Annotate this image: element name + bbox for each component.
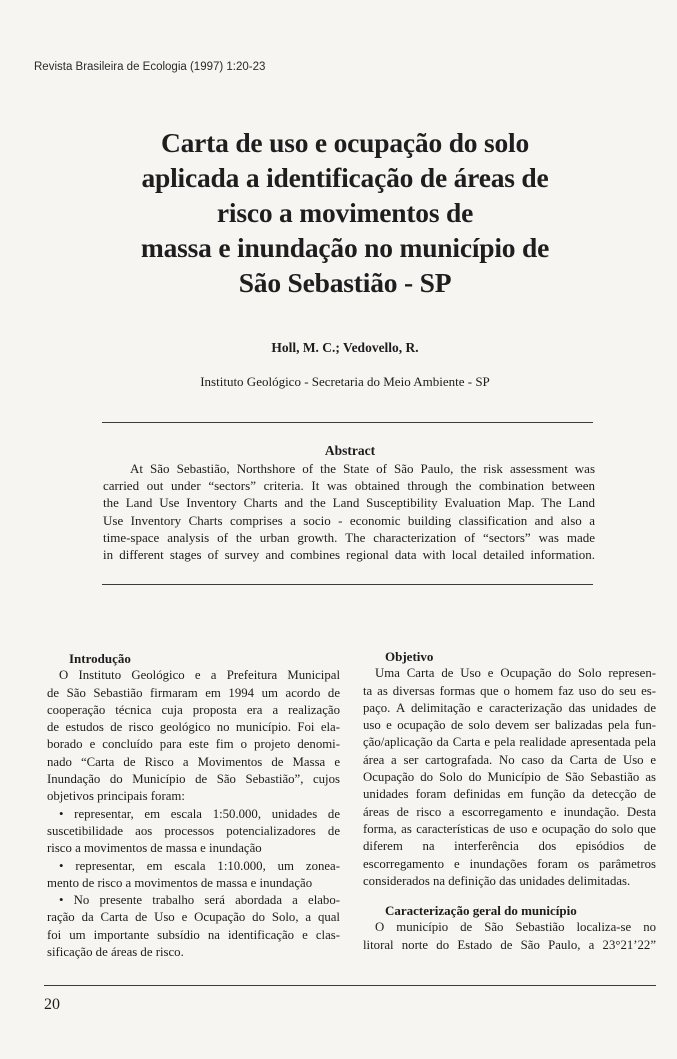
section-heading-caracterizacao: Caracterização geral do município [385,903,577,919]
article-title [80,125,610,300]
title-line: aplicada a identificação de áreas de [141,162,549,193]
paragraph-line: Ocupação do Solo do Município de São Sebastião as [363,770,656,785]
section-heading-introducao: Introdução [69,651,131,666]
abstract-line: in different stages of survey and combines regional data with local detailed information. [103,547,595,563]
paragraph-line: O Instituto Geológico e a Prefeitura Municipal [59,668,340,683]
paragraph-line: áreas de risco a escorregamento e inundação. Desta [363,804,656,819]
bullet-line: • representar, em escala 1:50.000, unidades de [59,806,340,821]
paragraph-line: nado “Carta de Risco a Movimentos de Massa e [47,754,340,769]
paragraph-line: risco a movimentos de massa e inundação [47,841,262,856]
paragraph-line: diferem na interferência dos episódios de [363,839,656,854]
abstract-line: time-space analysis of the urban growth. The characterization of “sectors” was made [103,529,595,545]
paragraph-line: suscetibilidade aos processos potencializadores de [47,823,340,838]
abstract-line: the Land Use Inventory Charts and the Land Susceptibility Evaluation Map. The Land [103,495,595,511]
paragraph-line: paço. A delimitação e caracterização das unidades de [363,700,656,715]
paragraph-line: forma, as características de uso e ocupação do solo que [363,821,656,836]
paragraph-line: cooperação técnica cuja proposta era a realização [47,702,340,717]
right-column [363,648,656,954]
abstract-top-rule [102,422,593,423]
bullet-line: • representar, em escala 1:10.000, um zonea- [59,858,340,873]
paragraph-line: uso e ocupação de solo devem ser balizadas pela fun- [363,718,656,733]
section-heading-objetivo: Objetivo [385,649,434,664]
paragraph-line: borado e concluído para este fim o projeto denomi- [47,737,340,752]
paragraph-line: de estudos de risco geológico no município. Foi ela- [47,720,340,735]
journal-reference: Revista Brasileira de Ecologia (1997) 1:20-23 [34,61,266,73]
title-line: Carta de uso e ocupação do solo [160,127,530,158]
title-line: São Sebastião - SP [238,267,452,298]
paragraph-line: sificação de áreas de risco. [47,945,184,960]
bullet-line: • No presente trabalho será abordada a elabo- [59,893,340,908]
paragraph-line: objetivos principais foram: [47,789,185,804]
paragraph-line: mento de risco a movimentos de massa e inundação [47,875,313,890]
paragraph-line: litoral norte do Estado de São Paulo, a 23°21’22” [363,937,656,952]
paragraph-line: ção/aplicação da Carta e pela realidade apresentada pela [363,735,656,750]
abstract-body [103,460,595,563]
left-column [47,650,340,961]
paragraph-line: considerados na definição das unidades delimitadas. [363,873,631,888]
authors: Holl, M. C.; Vedovello, R. [271,340,419,355]
paragraph-line: Uma Carta de Uso e Ocupação do Solo represen- [375,666,656,681]
paragraph-line: ração da Carta de Uso e Ocupação do Solo, a qual [47,910,340,925]
footer-rule [44,985,656,986]
paragraph-line: área a ser cartografada. No caso da Carta de Uso e [363,752,656,767]
abstract-heading: Abstract [324,443,376,458]
affiliation: Instituto Geológico - Secretaria do Meio Ambiente - SP [200,374,490,389]
paragraph-line: O município de São Sebastião localiza-se no [375,920,656,935]
paragraph-line: foi um importante subsídio na identificação e clas- [47,927,340,942]
abstract-line: Use Inventory Charts comprises a socio - economic building classification and also a [103,512,595,528]
abstract-line: At São Sebastião, Northshore of the State of São Paulo, the risk assessment was [130,461,595,476]
paragraph-line: Inundação do Município de São Sebastião”, cujos [47,772,340,787]
title-line: risco a movimentos de [216,197,474,228]
section-spacer [363,890,656,902]
abstract-line: carried out under “sectors” criteria. It was obtained through the combination between [103,478,595,494]
paragraph-line: unidades foram definidas em função da detecção de [363,787,656,802]
abstract-bottom-rule [102,584,593,585]
title-line: massa e inundação no município de [140,232,550,263]
page-number: 20 [44,996,60,1013]
paragraph-line: de São Sebastião firmaram em 1994 um acordo de [47,685,340,700]
paragraph-line: ta as diversas formas que o homem faz uso do seu es- [363,683,656,698]
paragraph-line: escorregamento e inundações foram os parâmetros [363,856,656,871]
